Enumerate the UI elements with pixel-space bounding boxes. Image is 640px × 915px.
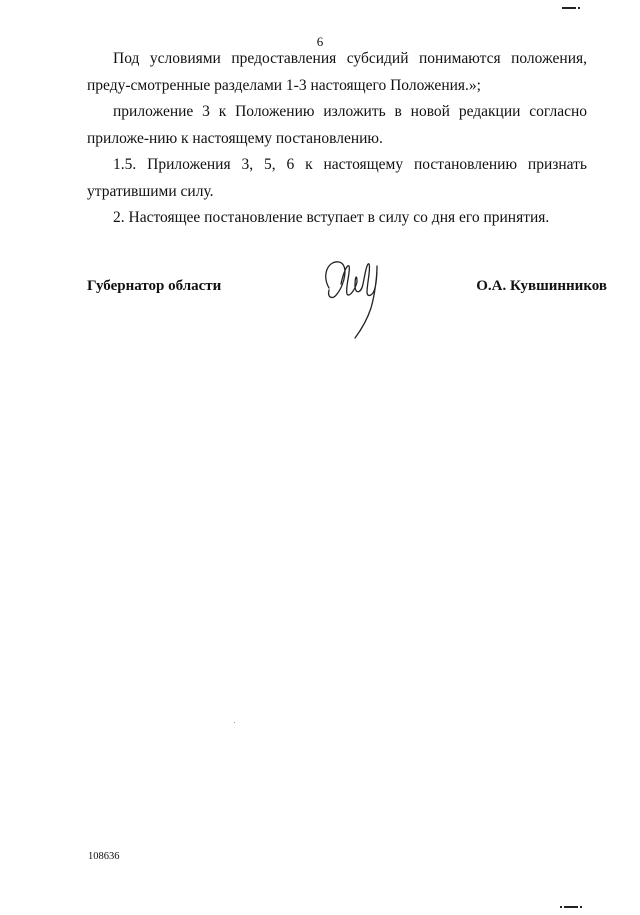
signatory-title: Губернатор области [87,278,222,294]
paragraph-1-5: 1.5. Приложения 3, 5, 6 к настоящему постановлению признать утратившими силу. [87,156,587,200]
scan-edge-mark-bottom [560,897,584,915]
document-body [87,46,587,232]
signatory-name: О.А. Кувшинников [476,278,607,294]
paragraph-subsidy-conditions: Под условиями предоставления субсидий понимаются положения, преду-смотренные разделами 1-3 настоящего Положения.»; [87,50,587,94]
scan-speck [234,722,235,723]
document-number: 108636 [88,851,120,862]
paragraph-2: 2. Настоящее постановление вступает в силу со дня его принятия. [113,209,550,226]
scan-edge-mark-top [560,0,584,18]
signature-block [87,248,607,338]
page-number: 6 [316,34,324,49]
paragraph-appendix-3: приложение 3 к Положению изложить в новой редакции согласно приложе-нию к настоящему постановлению. [87,103,587,147]
handwritten-signature [315,254,395,340]
